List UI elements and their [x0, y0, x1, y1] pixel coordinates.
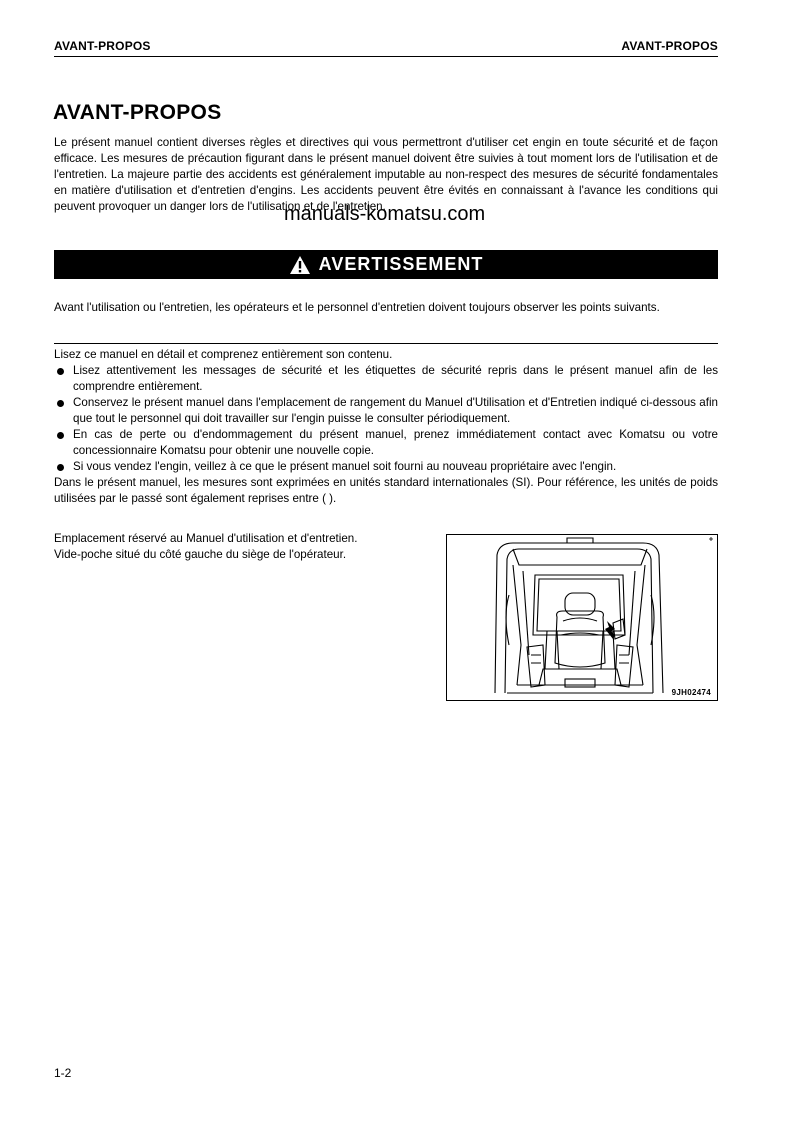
bullet-icon: [57, 368, 64, 375]
figure-code: 9JH02474: [671, 688, 711, 697]
list-item: Conservez le présent manuel dans l'emplacement de rangement du Manuel d'Utilisation et d'Entretien indiqué ci-dessous afin que tout le personnel qui doit travailler sur l'engin puisse le consulter périodiquement.: [54, 395, 718, 427]
header-right: AVANT-PROPOS: [621, 39, 718, 53]
operator-cab-drawing: [447, 535, 719, 702]
bullet-icon: [57, 400, 64, 407]
intro-paragraph: Le présent manuel contient diverses règles et directives qui vous permettront d'utiliser cet engin en toute sécurité et de façon efficace. Les mesures de précaution figurant dans le présent manuel doivent être suivies à tout moment lors de l'utilisation et de l'entretien. La majeure partie des accidents est généralement imputable au non-respect des mesures de sécurité fondamentales en matière d'utilisation et d'entretien d'engins. Les accidents peuvent être évités en connaissant à l'avance les conditions qui peuvent provoquer un danger lors de l'utilisation et de l'entretien.: [54, 136, 718, 213]
list-item: Si vous vendez l'engin, veillez à ce que le présent manuel soit fourni au nouveau propriétaire avec l'engin.: [54, 459, 718, 475]
cab-illustration: [446, 534, 718, 701]
location-line-1: Emplacement réservé au Manuel d'utilisation et d'entretien.: [54, 532, 358, 545]
list-item: En cas de perte ou d'endommagement du présent manuel, prenez immédiatement contact avec Komatsu ou votre concessionnaire Komatsu pour obtenir une nouvelle copie.: [54, 427, 718, 459]
watermark: manuals-komatsu.com: [284, 203, 486, 225]
instructions-block: [54, 347, 718, 507]
warning-label: AVERTISSEMENT: [318, 254, 484, 274]
warning-triangle-icon: [289, 255, 311, 275]
location-text: [54, 531, 357, 563]
bullet-icon: [57, 464, 64, 471]
warning-banner: [54, 250, 718, 279]
page-number: 1-2: [54, 1066, 72, 1080]
list-item: Lisez attentivement les messages de sécurité et les étiquettes de sécurité repris dans le présent manuel afin de les comprendre entièrement.: [54, 363, 718, 395]
header-left: AVANT-PROPOS: [54, 39, 151, 53]
instructions-lead: Lisez ce manuel en détail et comprenez entièrement son contenu.: [54, 348, 393, 361]
bullet-icon: [57, 432, 64, 439]
units-note: Dans le présent manuel, les mesures sont exprimées en unités standard internationales (SI). Pour référence, les unités de poids utilisées par le passé sont également reprises entre ( ).: [54, 476, 718, 505]
warning-divider: [54, 343, 718, 344]
location-line-2: Vide-poche situé du côté gauche du siège de l'opérateur.: [54, 548, 347, 561]
instructions-list: [54, 363, 718, 475]
warning-text: Avant l'utilisation ou l'entretien, les opérateurs et le personnel d'entretien doivent toujours observer les points suivants.: [54, 301, 660, 314]
page-title: AVANT-PROPOS: [53, 101, 222, 124]
header-rule: [54, 56, 718, 57]
